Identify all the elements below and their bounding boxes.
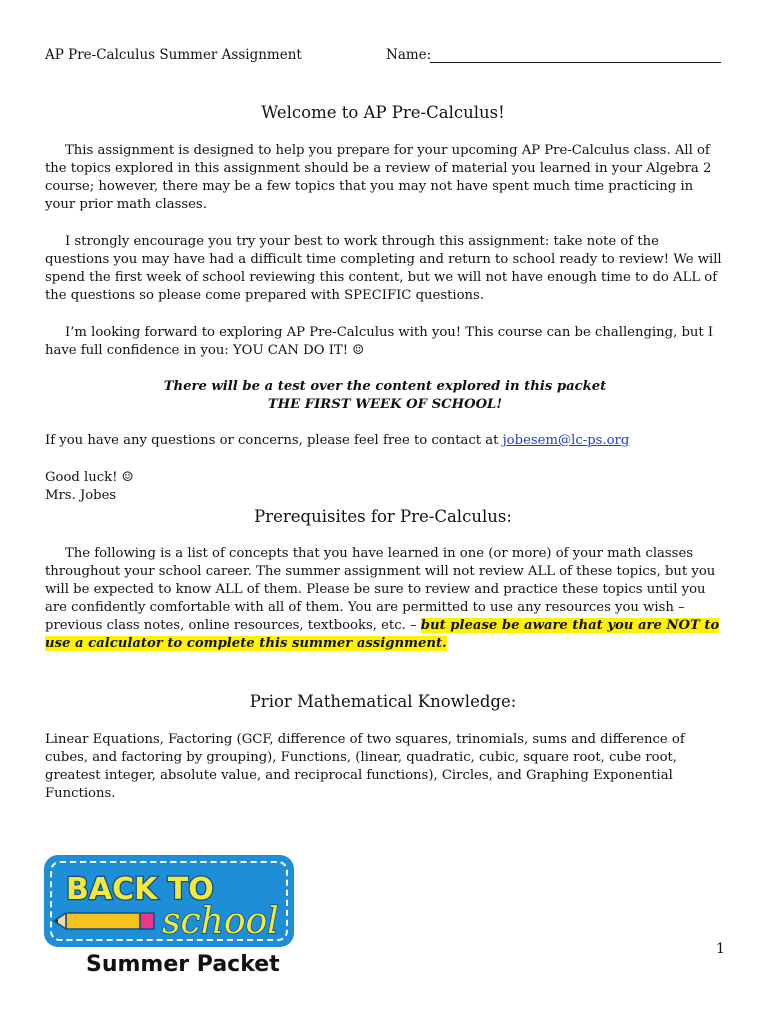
name-label: Name: xyxy=(386,47,432,63)
prerequisites-paragraph xyxy=(45,545,725,654)
welcome-paragraph-1: This assignment is designed to help you prepare for your upcoming AP Pre-Calculus class. All of the topics explored in this assignment should be a review of material you learned in your Algebra 2 course; however, there may be a few topics that you may not have spent much time practicing in your prior math classes. xyxy=(45,143,712,213)
summer-packet-caption: Summer Packet xyxy=(86,952,280,977)
logo-artwork xyxy=(44,855,294,947)
signature-text: Mrs. Jobes xyxy=(45,488,117,503)
page-number: 1 xyxy=(716,941,725,957)
pencil-icon xyxy=(54,913,154,929)
logo-school-text: school xyxy=(162,901,279,942)
good-luck-text: Good luck! ☺ xyxy=(45,470,134,485)
welcome-heading: Welcome to AP Pre-Calculus! xyxy=(261,103,505,122)
back-to-school-logo xyxy=(44,855,294,947)
welcome-paragraph-3: I’m looking forward to exploring AP Pre-Calculus with you! This course can be challenging, but I have full confidence in you: YOU CAN DO IT! ☺ xyxy=(45,325,714,359)
welcome-paragraph-2: I strongly encourage you try your best to work through this assignment: take note of the questions you may have had a difficult time completing and return to school ready to review! We will spend the first week of school reviewing this content, but we will not have enough time to do ALL of the questions so please come prepared with SPECIFIC questions. xyxy=(45,234,722,304)
prior-knowledge-paragraph: Linear Equations, Factoring (GCF, difference of two squares, trinomials, sums and difference of cubes, and factoring by grouping), Functions, (linear, quadratic, cubic, square root, cube root, greatest integer, absolute value, and reciprocal functions), Circles, and Graphing Exponential Functions. xyxy=(45,732,685,802)
logo-title-text: BACK TO xyxy=(66,872,214,907)
contact-text: If you have any questions or concerns, please feel free to contact at xyxy=(45,433,503,448)
prior-knowledge-heading: Prior Mathematical Knowledge: xyxy=(249,692,517,711)
name-field-line[interactable] xyxy=(430,62,721,63)
contact-email-link[interactable]: jobesem@lc-ps.org xyxy=(502,433,630,448)
contact-line xyxy=(45,432,725,450)
prerequisites-heading: Prerequisites for Pre-Calculus: xyxy=(254,507,512,526)
calculator-warning-highlight: but please be aware that you are NOT to use a calculator to complete this summer assignment. xyxy=(45,618,720,652)
test-notice-line-2: THE FIRST WEEK OF SCHOOL! xyxy=(267,397,503,412)
test-notice-line-1: There will be a test over the content explored in this packet xyxy=(163,379,607,394)
course-title: AP Pre-Calculus Summer Assignment xyxy=(45,47,302,63)
prerequisites-text: The following is a list of concepts that you have learned in one (or more) of your math classes throughout your school career. The summer assignment will not review ALL of these topics, but you will be expected to know ALL of them. Please be sure to review and practice these topics until you are confidently comfortable with all of them. You are permitted to use any resources you wish – previous class notes, online resources, textbooks, etc. – xyxy=(45,546,716,634)
